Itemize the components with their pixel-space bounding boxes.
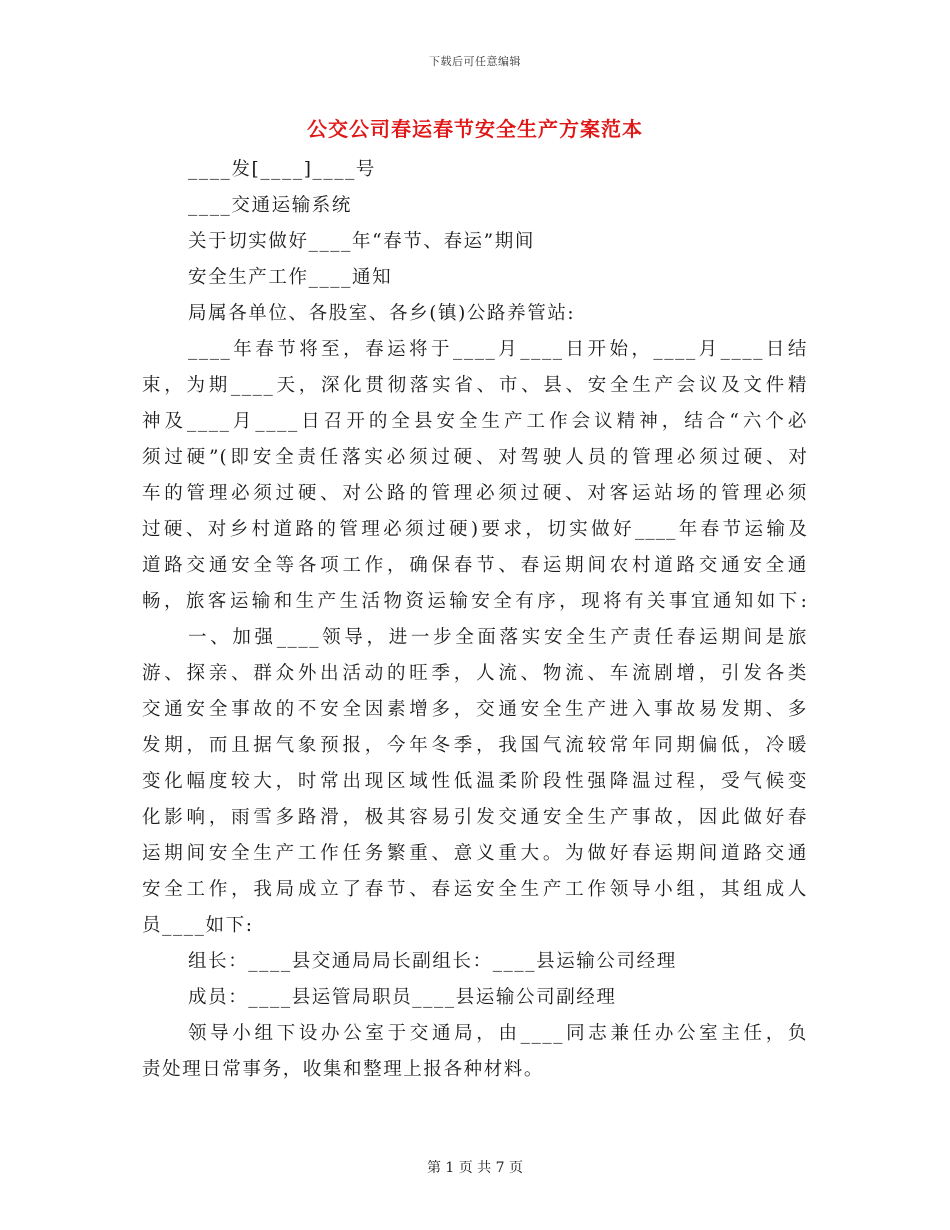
paragraph-line: 员____如下: <box>142 915 254 936</box>
recipients-line: 局属各单位、各股室、各乡(镇)公路养管站: <box>188 303 576 324</box>
paragraph-line: 运期间安全生产工作任务繁重、意义重大。为做好春运期间道路交通 <box>142 843 808 864</box>
group-member-line: 成员：____县运管局职员____县运输公司副经理 <box>188 987 617 1008</box>
group-leader-line: 组长：____县交通局局长副组长：____县运输公司经理 <box>188 951 677 972</box>
paragraph-line: 道路交通安全等各项工作，确保春节、春运期间农村道路交通安全通 <box>142 555 808 576</box>
paragraph-line: 车的管理必须过硬、对公路的管理必须过硬、对客运站场的管理必须 <box>142 483 808 504</box>
subject-line-1: 关于切实做好____年“春节、春运”期间 <box>188 231 535 252</box>
paragraph-line: 畅，旅客运输和生产生活物资运输安全有序，现将有关事宜通知如下: <box>142 591 808 612</box>
subject-line-2: 安全生产工作____通知 <box>188 267 393 288</box>
paragraph-line: 责处理日常事务，收集和整理上报各种材料。 <box>142 1059 545 1080</box>
paragraph-line: 神及____月____日召开的全县安全生产工作会议精神，结合“六个必 <box>142 411 808 432</box>
page-number: 第 1 页 共 7 页 <box>426 1160 524 1176</box>
document-body <box>142 152 808 1088</box>
doc-number-line: ____发[____]____号 <box>188 159 377 180</box>
paragraph-line: 变化幅度较大，时常出现区域性低温柔阶段性强降温过程，受气候变 <box>142 771 808 792</box>
paragraph-line: 安全工作，我局成立了春节、春运安全生产工作领导小组，其组成人 <box>142 879 808 900</box>
paragraph-line: ____年春节将至，春运将于____月____日开始，____月____日结 <box>188 339 808 360</box>
paragraph-line: 化影响，雨雪多路滑，极其容易引发交通安全生产事故，因此做好春 <box>142 807 808 828</box>
paragraph-line: 发期，而且据气象预报，今年冬季，我国气流较常年同期偏低，冷暖 <box>142 735 808 756</box>
paragraph-line: 束，为期____天，深化贯彻落实省、市、县、安全生产会议及文件精 <box>142 375 808 396</box>
section-heading-line: 一、加强____领导，进一步全面落实安全生产责任春运期间是旅 <box>188 627 808 648</box>
page-header: 下载后可任意编辑 <box>429 55 521 68</box>
paragraph-line: 领导小组下设办公室于交通局，由____同志兼任办公室主任，负 <box>188 1023 808 1044</box>
issuer-line: ____交通运输系统 <box>188 195 353 216</box>
paragraph-line: 过硬、对乡村道路的管理必须过硬)要求，切实做好____年春节运输及 <box>142 519 808 540</box>
paragraph-line: 交通安全事故的不安全因素增多，交通安全生产进入事故易发期、多 <box>142 699 808 720</box>
document-title: 公交公司春运春节安全生产方案范本 <box>307 117 643 141</box>
paragraph-line: 须过硬”(即安全责任落实必须过硬、对驾驶人员的管理必须过硬、对 <box>142 447 808 468</box>
paragraph-line: 游、探亲、群众外出活动的旺季，人流、物流、车流剧增，引发各类 <box>142 663 808 684</box>
